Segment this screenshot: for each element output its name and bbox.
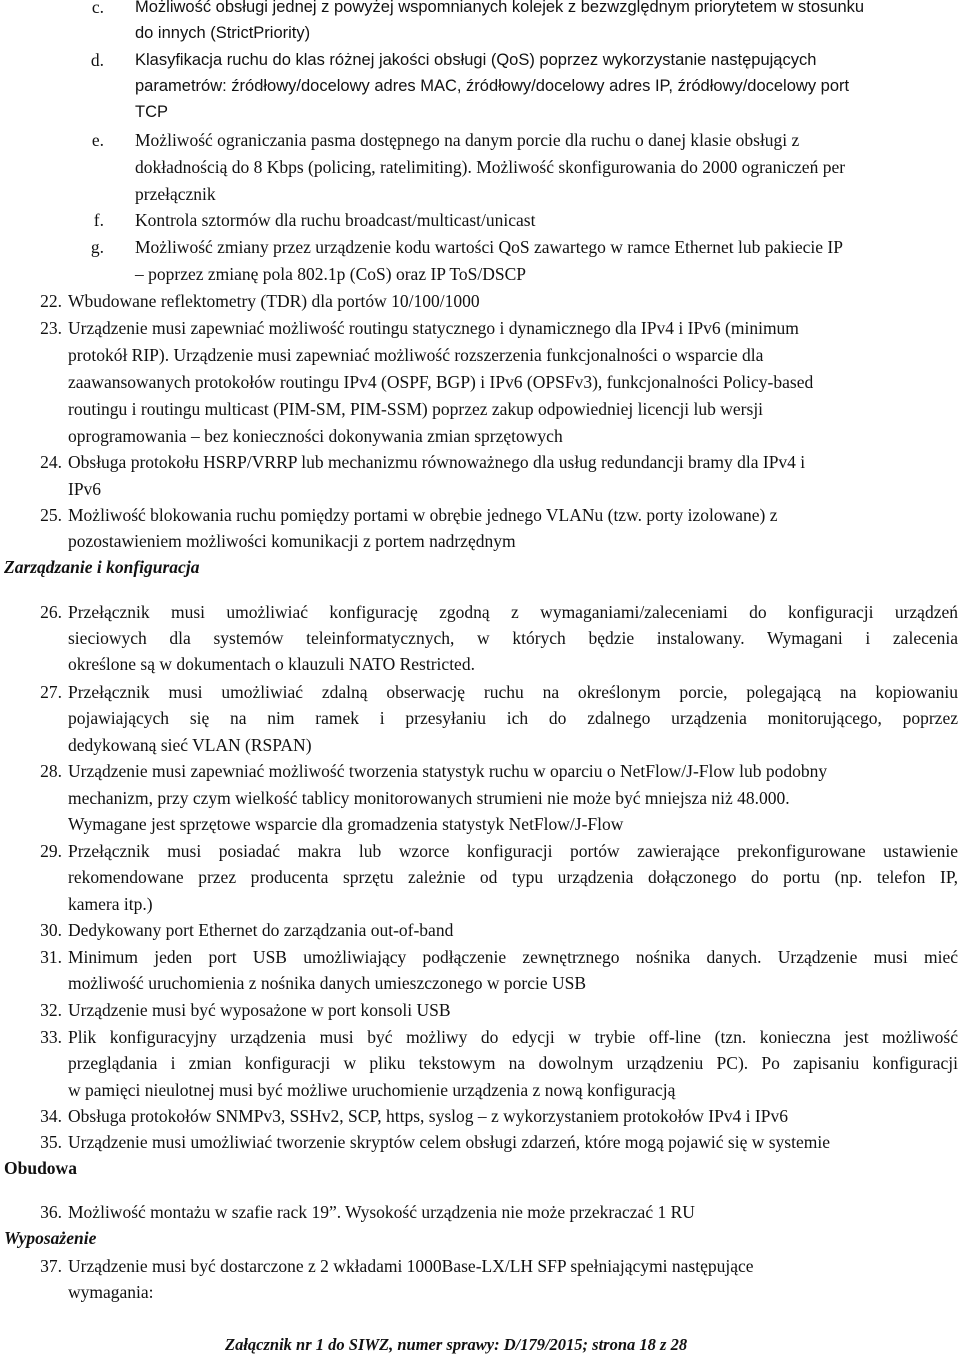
item-text-line: Wymagane jest sprzętowe wsparcie dla gromadzenia statystyk NetFlow/J-Flow <box>68 814 624 834</box>
section-heading-management: Zarządzanie i konfiguracja <box>4 557 200 577</box>
item-number: 23. <box>40 318 62 338</box>
item-text-line: protokół RIP). Urządzenie musi zapewniać możliwość rozszerzenia funkcjonalności o wsparcie dla <box>68 345 764 365</box>
item-text-line: Przełącznik musi posiadać makra lub wzorce konfiguracji portów zawierające prekonfigurowane ustawienie <box>68 841 958 861</box>
item-number: 33. <box>40 1027 62 1047</box>
page-footer: Załącznik nr 1 do SIWZ, numer sprawy: D/179/2015; strona 18 z 28 <box>225 1335 688 1354</box>
item-text-line: Obsługa protokołu HSRP/VRRP lub mechanizmu równoważnego dla usług redundancji bramy dla IPv4 i <box>68 452 806 472</box>
item-text-line: kamera itp.) <box>68 894 153 914</box>
item-text-line: Możliwość montażu w szafie rack 19”. Wysokość urządzenia nie może przekraczać 1 RU <box>68 1202 695 1222</box>
item-number: 31. <box>40 947 62 967</box>
item-text-line: Urządzenie musi zapewniać możliwość tworzenia statystyk ruchu w oparciu o NetFlow/J-Flow lub podobny <box>68 761 828 781</box>
item-text-line: Urządzenie musi umożliwiać tworzenie skryptów celem obsługi zdarzeń, które mogą pojawić się w systemie <box>68 1132 830 1152</box>
item-marker: d. <box>90 50 104 70</box>
item-number: 24. <box>40 452 62 472</box>
item-number: 29. <box>40 841 62 861</box>
item-text-line: określone są w dokumentach o klauzuli NATO Restricted. <box>68 654 475 674</box>
item-text-line: Możliwość obsługi jednej z powyżej wspomnianych kolejek z bezwzględnym priorytetem w stosunku <box>135 0 865 16</box>
item-number: 22. <box>40 291 62 311</box>
item-number: 27. <box>40 682 62 702</box>
item-text-line: pozostawieniem możliwości komunikacji z portem nadrzędnym <box>68 531 516 551</box>
item-text-line: TCP <box>135 103 168 121</box>
item-number: 36. <box>40 1202 62 1222</box>
item-number: 30. <box>40 920 62 940</box>
item-number: 32. <box>40 1000 62 1020</box>
item-text-line: w pamięci nieulotnej musi być możliwe uruchomienie urządzenia z nową konfiguracją <box>68 1080 676 1100</box>
section-heading-housing: Obudowa <box>4 1158 77 1178</box>
item-marker: e. <box>91 130 104 150</box>
item-text-line: przeglądania i zmian konfiguracji w pliku tekstowym na dowolnym urządzeniu PC). Po zapisaniu konfiguracji <box>68 1053 958 1073</box>
item-text-line: sieciowych dla systemów teleinformatycznych, w których będzie instalowany. Wymagani i zalecenia <box>68 628 958 648</box>
item-text-line: Obsługa protokołów SNMPv3, SSHv2, SCP, https, syslog – z wykorzystaniem protokołów IPv4 i IPv6 <box>68 1106 788 1126</box>
item-text-line: Przełącznik musi umożliwiać zdalną obserwację ruchu na określonym porcie, polegającą na kopiowaniu <box>68 682 958 702</box>
item-number: 26. <box>40 602 62 622</box>
item-text-line: Możliwość zmiany przez urządzenie kodu wartości QoS zawartego w ramce Ethernet lub pakiecie IP <box>135 237 843 257</box>
item-text-line: – poprzez zmianę pola 802.1p (CoS) oraz IP ToS/DSCP <box>135 264 527 284</box>
item-text-line: do innych (StrictPriority) <box>135 24 311 42</box>
item-text-line: zaawansowanych protokołów routingu IPv4 (OSPF, BGP) i IPv6 (OPSFv3), funkcjonalności Policy-based <box>68 372 814 392</box>
item-text-line: routingu i routingu multicast (PIM-SM, PIM-SSM) poprzez zakup odpowiedniej licencji lub wersji <box>68 399 764 419</box>
item-text-line: rekomendowane przez producenta sprzętu zależnie od typu urządzenia dołączonego do portu (np. telefon IP, <box>68 867 958 887</box>
item-text-line: Urządzenie musi być wyposażone w port konsoli USB <box>68 1000 451 1020</box>
item-text-line: dedykowaną sieć VLAN (RSPAN) <box>68 735 312 755</box>
item-text-line: parametrów: źródłowy/docelowy adres MAC, źródłowy/docelowy adres IP, źródłowy/docelowy port <box>135 77 850 95</box>
item-text-line: Minimum jeden port USB umożliwiający podłączenie zewnętrznego nośnika danych. Urządzenie musi mieć <box>68 947 958 967</box>
item-number: 37. <box>40 1256 62 1276</box>
item-number: 35. <box>40 1132 62 1152</box>
section-heading-equipment: Wyposażenie <box>4 1228 97 1248</box>
item-marker: f. <box>93 210 104 230</box>
item-number: 25. <box>40 505 62 525</box>
item-text-line: Plik konfiguracyjny urządzenia musi być możliwy do edycji w trybie off-line (tzn. konieczna jest możliwość <box>68 1027 958 1047</box>
item-number: 34. <box>40 1106 62 1126</box>
item-marker: c. <box>91 0 104 17</box>
item-text-line: Wbudowane reflektometry (TDR) dla portów 10/100/1000 <box>68 291 480 311</box>
item-text-line: możliwość uruchomienia z nośnika danych umieszczonego w porcie USB <box>68 973 587 993</box>
item-text-line: Przełącznik musi umożliwiać konfigurację zgodną z wymaganiami/zaleceniami do konfiguracji urządzeń <box>68 602 958 622</box>
item-text-line: Kontrola sztormów dla ruchu broadcast/multicast/unicast <box>135 210 536 230</box>
item-text-line: Klasyfikacja ruchu do klas różnej jakości obsługi (QoS) poprzez wykorzystanie następujących <box>135 51 817 69</box>
item-text-line: dokładnością do 8 Kbps (policing, ratelimiting). Możliwość skonfigurowania do 2000 ograniczeń per <box>135 157 846 177</box>
item-text-line: Dedykowany port Ethernet do zarządzania out-of-band <box>68 920 454 940</box>
item-text-line: Możliwość blokowania ruchu pomiędzy portami w obrębie jednego VLANu (tzw. porty izolowane) z <box>68 505 778 525</box>
item-text-line: wymagania: <box>68 1282 154 1302</box>
item-text-line: mechanizm, przy czym wielkość tablicy monitorowanych strumieni nie może być mniejsza niż 48.000. <box>68 788 790 808</box>
item-text-line: Urządzenie musi zapewniać możliwość routingu statycznego i dynamicznego dla IPv4 i IPv6 (minimum <box>68 318 799 338</box>
item-text-line: oprogramowania – bez konieczności dokonywania zmian sprzętowych <box>68 426 563 446</box>
item-text-line: IPv6 <box>68 479 102 499</box>
item-text-line: pojawiających się na nim ramek i przesyłaniu ich do zdalnego urządzenia monitorującego, poprzez <box>68 708 958 728</box>
item-text-line: Możliwość ograniczania pasma dostępnego na danym porcie dla ruchu o danej klasie obsługi z <box>135 130 800 150</box>
item-number: 28. <box>40 761 62 781</box>
item-marker: g. <box>90 237 104 257</box>
item-text-line: przełącznik <box>135 184 216 204</box>
item-text-line: Urządzenie musi być dostarczone z 2 wkładami 1000Base-LX/LH SFP spełniającymi następujące <box>68 1256 754 1276</box>
